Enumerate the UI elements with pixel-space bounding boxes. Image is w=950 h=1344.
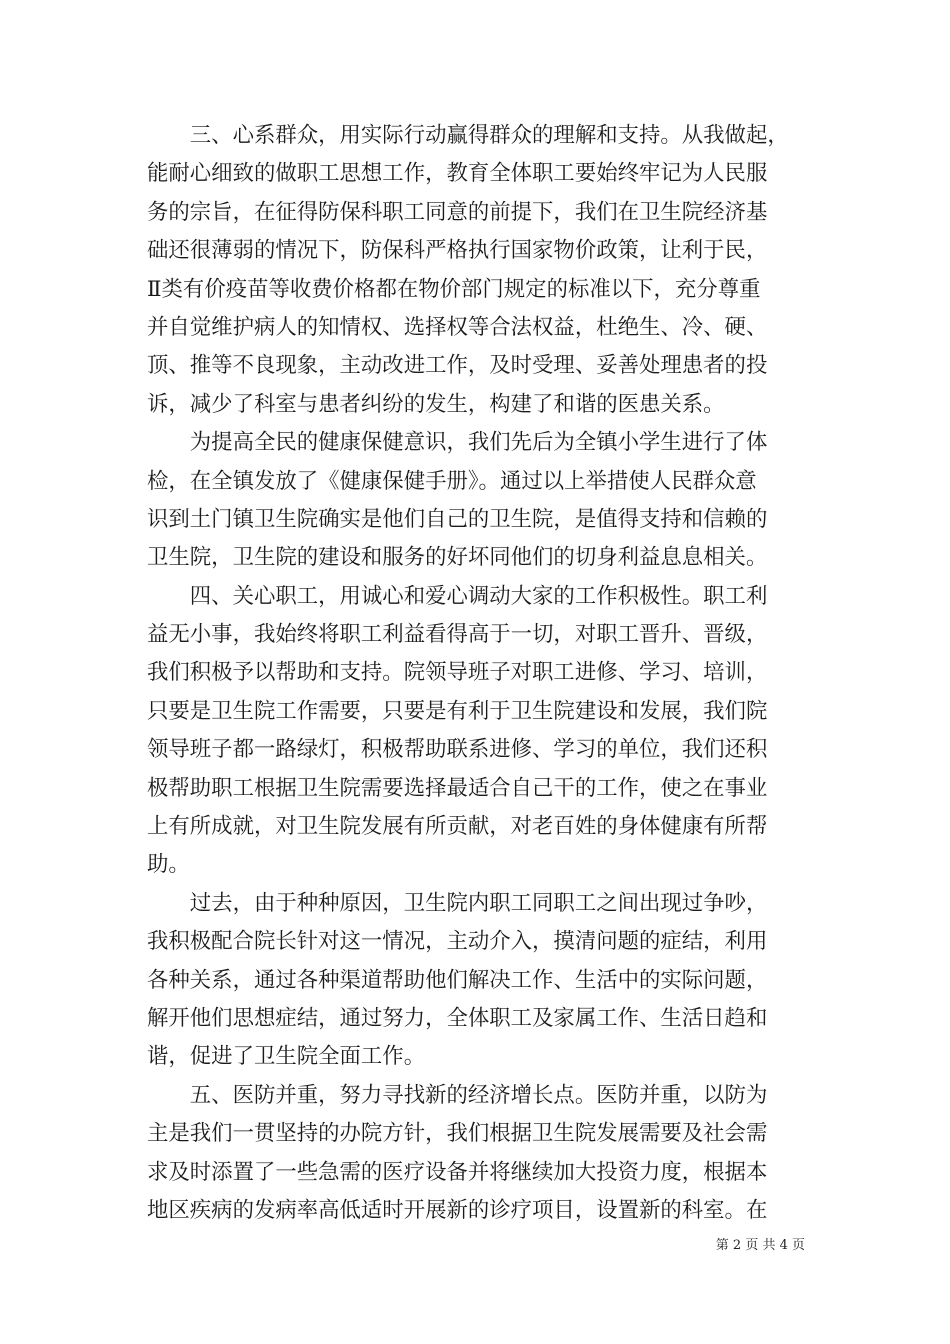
text-line: 我们积极予以帮助和支持。院领导班子对职工进修、学习、培训， bbox=[147, 660, 768, 686]
text-line: 极帮助职工根据卫生院需要选择最适合自己干的工作，使之在事业 bbox=[147, 775, 768, 801]
text-line: 助。 bbox=[147, 852, 190, 878]
text-line: 能耐心细致的做职工思想工作，教育全体职工要始终牢记为人民服 bbox=[147, 161, 768, 187]
text-line: 领导班子都一路绿灯，积极帮助联系进修、学习的单位，我们还积 bbox=[147, 737, 768, 763]
text-line: 我积极配合院长针对这一情况，主动介入，摸清问题的症结，利用 bbox=[147, 929, 768, 955]
text-line: 务的宗旨，在征得防保科职工同意的前提下，我们在卫生院经济基 bbox=[147, 199, 768, 225]
text-line: 地区疾病的发病率高低适时开展新的诊疗项目，设置新的科室。在 bbox=[147, 1197, 768, 1223]
paragraph-4 bbox=[147, 885, 807, 1077]
text-line: 四、关心职工，用诚心和爱心调动大家的工作积极性。职工利 bbox=[147, 583, 768, 609]
text-line: 谐，促进了卫生院全面工作。 bbox=[147, 1044, 426, 1070]
body-text bbox=[147, 117, 807, 1230]
text-line: 益无小事，我始终将职工利益看得高于一切，对职工晋升、晋级， bbox=[147, 622, 768, 648]
text-line: 并自觉维护病人的知情权、选择权等合法权益，杜绝生、冷、硬、 bbox=[147, 314, 768, 340]
text-line: 识到土门镇卫生院确实是他们自己的卫生院，是值得支持和信赖的 bbox=[147, 506, 768, 532]
paragraph-3 bbox=[147, 578, 807, 885]
text-line: Ⅱ类有价疫苗等收费价格都在物价部门规定的标准以下，充分尊重 bbox=[147, 276, 761, 302]
text-line: 只要是卫生院工作需要，只要是有利于卫生院建设和发展，我们院 bbox=[147, 698, 768, 724]
paragraph-2 bbox=[147, 424, 807, 578]
text-line: 五、医防并重，努力寻找新的经济增长点。医防并重，以防为 bbox=[147, 1082, 768, 1108]
text-line: 础还很薄弱的情况下，防保科严格执行国家物价政策，让利于民， bbox=[147, 238, 768, 264]
text-line: 卫生院，卫生院的建设和服务的好坏同他们的切身利益息息相关。 bbox=[147, 545, 768, 571]
text-line: 三、心系群众，用实际行动赢得群众的理解和支持。从我做起， bbox=[147, 123, 789, 148]
text-line: 过去，由于种种原因，卫生院内职工同职工之间出现过争吵， bbox=[147, 890, 768, 916]
paragraph-1 bbox=[147, 117, 807, 424]
text-line: 检，在全镇发放了《健康保健手册》。通过以上举措使人民群众意 bbox=[147, 468, 757, 494]
text-line: 解开他们思想症结，通过努力，全体职工及家属工作、生活日趋和 bbox=[147, 1005, 768, 1031]
text-line: 顶、推等不良现象，主动改进工作，及时受理、妥善处理患者的投 bbox=[147, 353, 768, 379]
text-line: 主是我们一贯坚持的办院方针，我们根据卫生院发展需要及社会需 bbox=[147, 1121, 768, 1147]
text-line: 上有所成就，对卫生院发展有所贡献，对老百姓的身体健康有所帮 bbox=[147, 814, 768, 840]
text-line: 为提高全民的健康保健意识，我们先后为全镇小学生进行了体 bbox=[147, 430, 768, 456]
text-line: 求及时添置了一些急需的医疗设备并将继续加大投资力度，根据本 bbox=[147, 1159, 768, 1185]
page-footer: 第 2 页 共 4 页 bbox=[715, 1238, 805, 1253]
text-line: 各种关系，通过各种渠道帮助他们解决工作、生活中的实际问题， bbox=[147, 967, 768, 993]
paragraph-5 bbox=[147, 1077, 807, 1231]
text-line: 诉，减少了科室与患者纠纷的发生，构建了和谐的医患关系。 bbox=[147, 391, 725, 417]
